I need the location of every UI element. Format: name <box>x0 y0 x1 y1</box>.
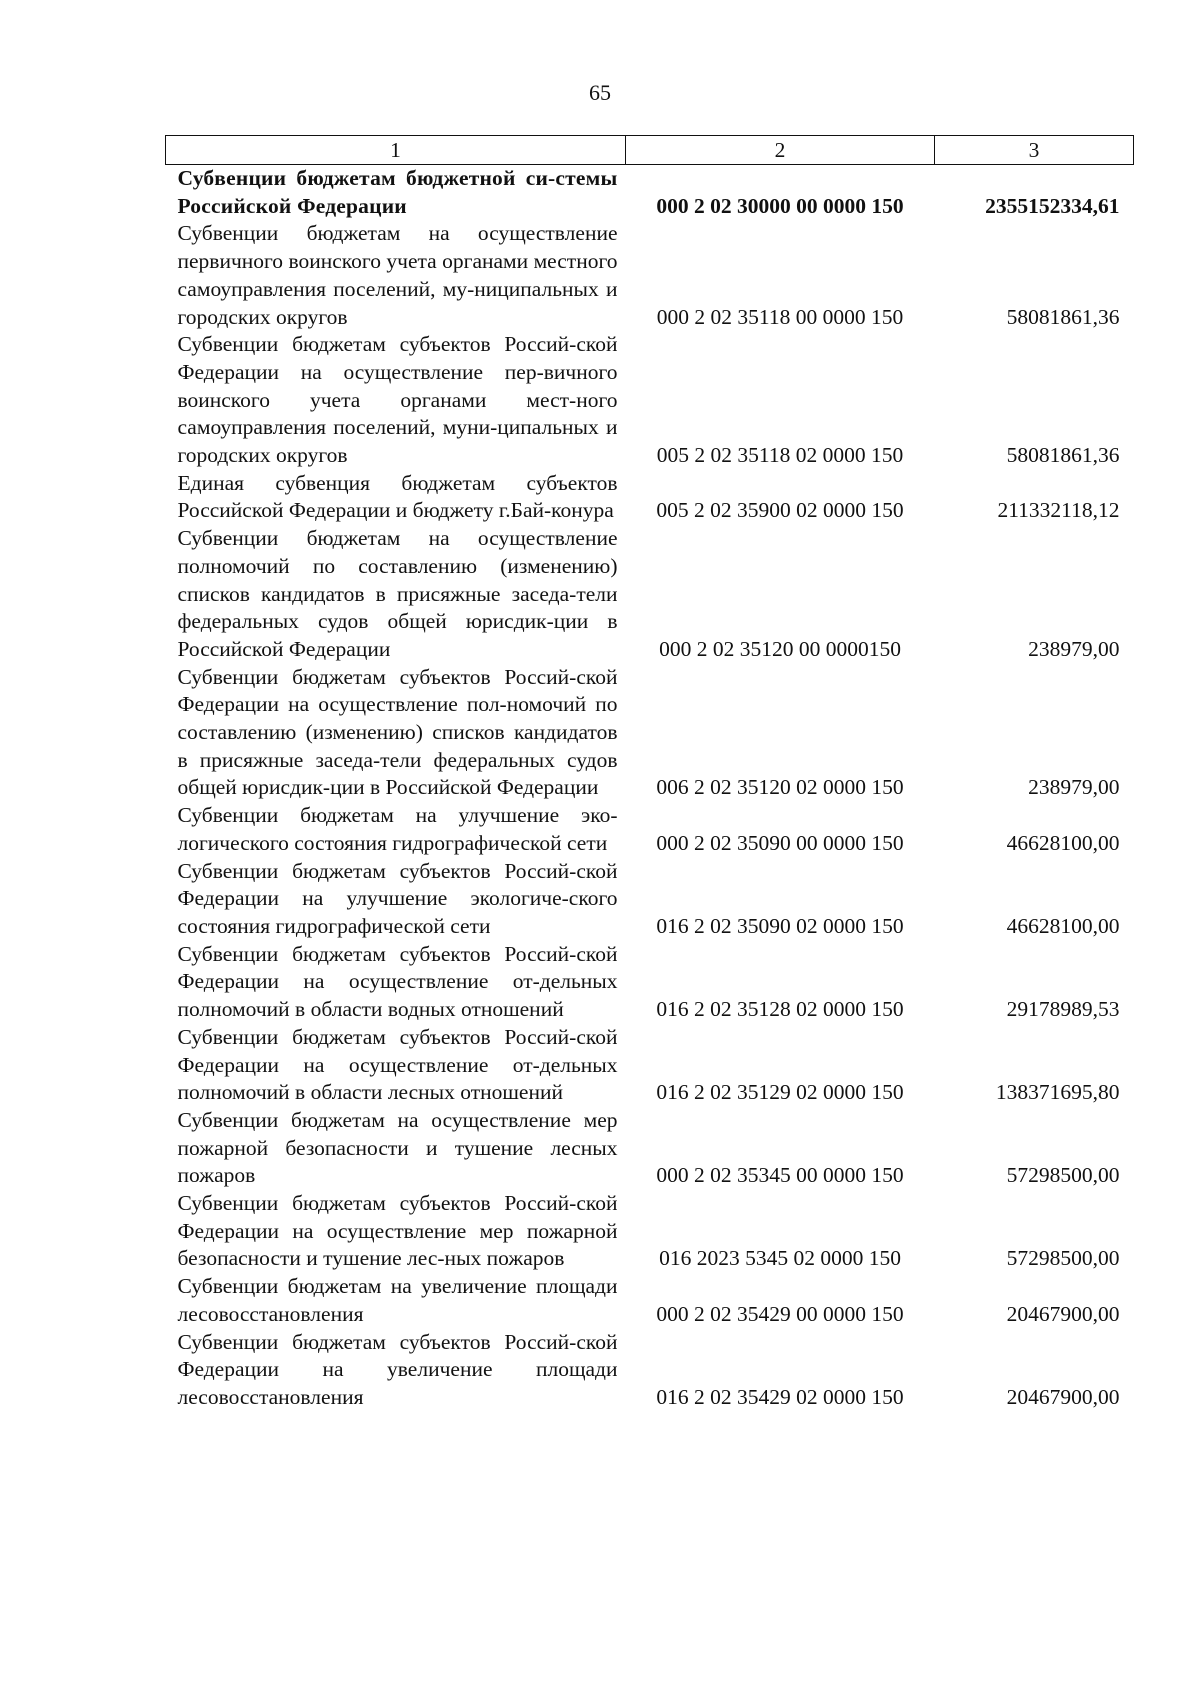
row-code: 005 2 02 35900 02 0000 150 <box>656 498 904 523</box>
row-amount: 57298500,00 <box>1006 1246 1120 1271</box>
header-col-1: 1 <box>166 136 626 165</box>
row-name: Субвенции бюджетам на осуществление первичного воинского учета органами местного самоуправления поселений, му-ниципальных и городских округов <box>177 221 618 329</box>
table-row <box>166 941 1134 1024</box>
table-row <box>166 1329 1134 1412</box>
row-code: 000 2 02 35429 00 0000 150 <box>656 1301 904 1326</box>
row-name: Субвенции бюджетам субъектов Россий-ской Федерации на осуществление от-дельных полномочий в области водных отношений <box>177 941 618 1022</box>
row-amount: 29178989,53 <box>1006 997 1120 1022</box>
row-name: Субвенции бюджетам субъектов Россий-ской Федерации на осуществление от-дельных полномочий в области лесных отношений <box>177 1024 618 1105</box>
row-code: 016 2 02 35090 02 0000 150 <box>656 913 904 938</box>
row-amount: 238979,00 <box>1028 775 1120 800</box>
table-row <box>166 470 1134 525</box>
row-code: 000 2 02 35345 00 0000 150 <box>656 1163 904 1188</box>
table-row <box>166 331 1134 470</box>
table-row <box>166 165 1134 221</box>
row-name: Субвенции бюджетам бюджетной си-стемы Российской Федерации <box>177 166 618 218</box>
row-amount: 20467900,00 <box>1006 1384 1120 1409</box>
row-amount: 46628100,00 <box>1006 830 1120 855</box>
row-code: 000 2 02 35118 00 0000 150 <box>656 304 904 329</box>
row-code: 016 2 02 35429 02 0000 150 <box>656 1384 904 1409</box>
row-amount: 58081861,36 <box>1006 443 1120 468</box>
budget-table-container <box>165 135 1133 1412</box>
header-col-3: 3 <box>935 136 1134 165</box>
row-code: 000 2 02 35090 00 0000 150 <box>656 830 904 855</box>
table-row <box>166 802 1134 857</box>
row-amount: 57298500,00 <box>1006 1163 1120 1188</box>
row-name: Субвенции бюджетам субъектов Россий-ской Федерации на осуществление пер-вичного воинского учета органами мест-ного самоуправления поселений, муни-ципальных и городских округов <box>177 332 618 468</box>
row-amount: 58081861,36 <box>1006 304 1120 329</box>
row-amount: 2355152334,61 <box>985 193 1120 218</box>
row-name: Субвенции бюджетам на увеличение площади лесовосстановления <box>177 1274 618 1326</box>
row-amount: 238979,00 <box>1028 636 1120 661</box>
row-code: 000 2 02 35120 00 0000150 <box>659 636 901 661</box>
row-name: Субвенции бюджетам субъектов Россий-ской Федерации на осуществление мер пожарной безопасности и тушение лес-ных пожаров <box>177 1191 618 1271</box>
header-row <box>166 136 1134 165</box>
row-code: 016 2 02 35128 02 0000 150 <box>656 997 904 1022</box>
row-code: 016 2 02 35129 02 0000 150 <box>656 1080 904 1105</box>
budget-table <box>165 135 1134 1412</box>
row-name: Субвенции бюджетам на осуществление полномочий по составлению (изменению) списков кандидатов в присяжные заседа-тели федеральных судов общей юрисдик-ции в Российской Федерации <box>177 526 618 661</box>
row-amount: 46628100,00 <box>1006 913 1120 938</box>
row-name: Субвенции бюджетам субъектов Россий-ской Федерации на осуществление пол-номочий по составлению (изменению) списков кандидатов в присяжные заседа-тели федеральных судов общей юрисдик-ции в Российской Федерации <box>177 664 618 800</box>
table-row <box>166 1107 1134 1190</box>
table-body <box>166 165 1134 1412</box>
table-header <box>166 136 1134 165</box>
table-row <box>166 858 1134 941</box>
table-row <box>166 525 1134 664</box>
page-number: 65 <box>589 80 611 105</box>
table-row <box>166 1273 1134 1328</box>
row-code: 016 2023 5345 02 0000 150 <box>659 1246 901 1271</box>
table-row <box>166 664 1134 803</box>
row-code: 005 2 02 35118 02 0000 150 <box>656 443 904 468</box>
table-row <box>166 220 1134 331</box>
row-name: Субвенции бюджетам субъектов Россий-ской Федерации на улучшение экологиче-ского состояния гидрографической сети <box>177 858 618 938</box>
row-name: Субвенции бюджетам субъектов Россий-ской Федерации на увеличение площади лесовосстановления <box>177 1329 618 1409</box>
row-amount: 138371695,80 <box>995 1080 1120 1105</box>
row-code: 006 2 02 35120 02 0000 150 <box>656 775 904 800</box>
row-name: Субвенции бюджетам на улучшение эко-логического состояния гидрографической сети <box>177 803 618 855</box>
row-amount: 20467900,00 <box>1006 1301 1120 1326</box>
row-code: 000 2 02 30000 00 0000 150 <box>656 193 904 218</box>
table-row <box>166 1190 1134 1273</box>
header-col-2: 2 <box>626 136 935 165</box>
row-amount: 211332118,12 <box>997 498 1120 523</box>
row-name: Субвенции бюджетам на осуществление мер пожарной безопасности и тушение лесных пожаров <box>177 1107 618 1188</box>
table-row <box>166 1024 1134 1107</box>
row-name: Единая субвенция бюджетам субъектов Российской Федерации и бюджету г.Бай-конура <box>177 470 618 523</box>
